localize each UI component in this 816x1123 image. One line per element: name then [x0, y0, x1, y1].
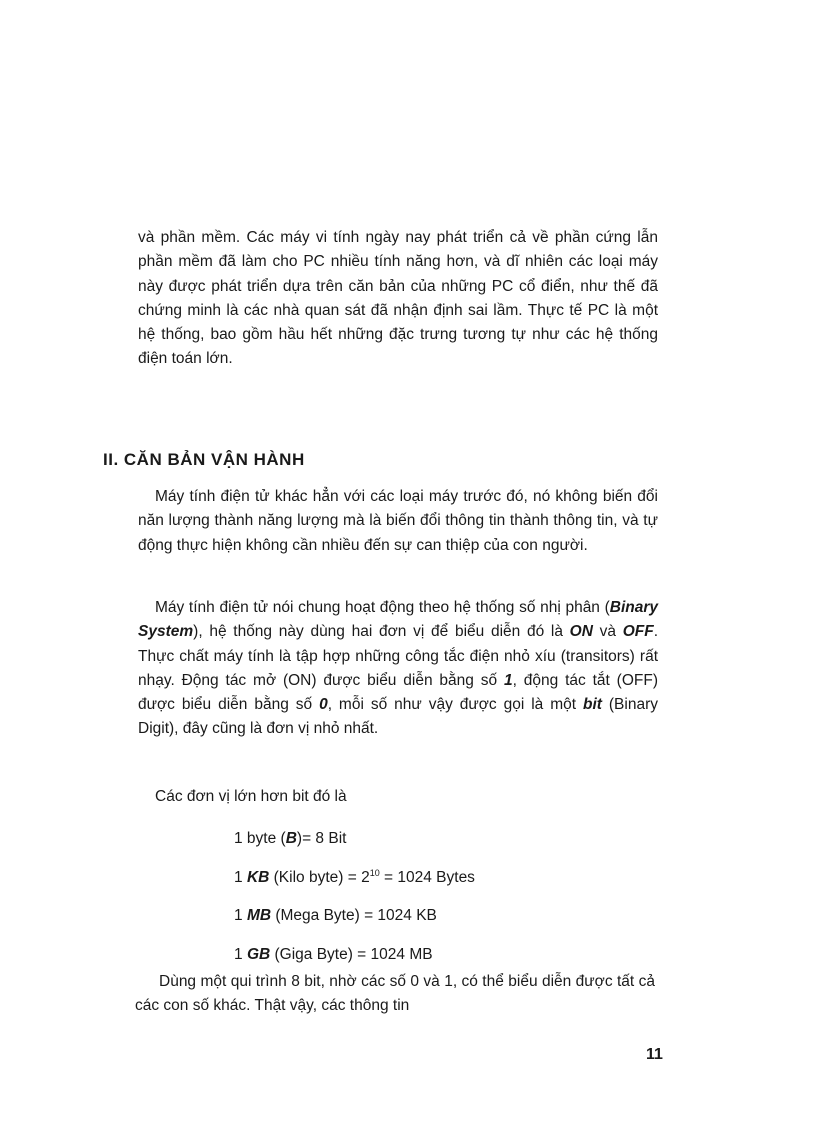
unit-prefix: 1: [234, 945, 247, 963]
intro-paragraph: và phần mềm. Các máy vi tính ngày nay phát triển cả về phần cứng lẫn phần mềm đã làm cho PC nhiều tính năng hơn, và dĩ nhiên các loại máy này được phát triển dựa trên căn bản của những PC cổ điển, như thế đã chứng minh là các nhà quan sát đã nhận định sai lầm. Thực tế PC là một hệ thống, bao gồm hầu hết những đặc trưng tương tự như các hệ thống điện toán lớn.: [138, 229, 658, 368]
term-zero: 0: [319, 696, 328, 714]
term-one: 1: [503, 671, 513, 689]
unit-symbol: KB: [246, 868, 270, 886]
paragraph-eight-bit: Dùng một qui trình 8 bit, nhờ các số 0 và 1, có thể biểu diễn được tất cả các con số khác. Thật vậy, các thông tin: [135, 973, 655, 1015]
text-run: , mỗi số như vậy được gọi là một: [327, 696, 584, 714]
unit-prefix: 1: [234, 868, 247, 886]
page-number: 11: [646, 1046, 663, 1063]
unit-exponent: 10: [369, 867, 380, 878]
unit-prefix: 1: [234, 907, 247, 924]
unit-list: [234, 820, 475, 974]
unit-symbol: MB: [246, 907, 272, 924]
unit-symbol: GB: [246, 945, 271, 963]
unit-definition: (Giga Byte) = 1024 MB: [270, 945, 433, 963]
text-run: (Binary Digit), đây cũng là đơn vị nhỏ nhất.: [138, 696, 658, 738]
term-on: ON: [569, 623, 593, 641]
unit-line-byte: [234, 820, 475, 859]
unit-line-kilobyte: [234, 859, 475, 898]
paragraph-binary-system: [138, 596, 658, 742]
text-run: , động tác tắt (OFF) được biểu diễn bằng số: [138, 671, 658, 714]
paragraph-computer-definition: Máy tính điện tử khác hẳn với các loại máy trước đó, nó không biến đổi năn lượng thành năng lượng mà là biến đổi thông tin thành thông tin, và tự động thực hiện không cần nhiều đến sự can thiệp của con người.: [138, 488, 658, 554]
unit-prefix: 1 byte (: [234, 830, 286, 847]
text-run: ), hệ thống này dùng hai đơn vị để biểu diễn đó là: [193, 623, 570, 641]
term-binary-system: Binary System: [138, 599, 658, 641]
text-run: . Thực chất máy tính là tập hợp những công tắc điện nhỏ xíu (transitors) rất nhạy. Động tác mở (ON) được biểu diễn bằng số: [138, 623, 659, 689]
unit-definition: (Kilo byte) = 2: [269, 868, 370, 886]
term-off: OFF: [622, 623, 654, 641]
text-run: và: [592, 623, 623, 641]
unit-definition: )= 8 Bit: [296, 830, 347, 847]
unit-definition: (Mega Byte) = 1024 KB: [271, 907, 437, 924]
unit-line-gigabyte: [234, 936, 475, 975]
unit-line-megabyte: [234, 897, 475, 936]
unit-value: = 1024 Bytes: [379, 868, 475, 886]
term-bit: bit: [583, 696, 602, 714]
section-heading: II. CĂN BẢN VẬN HÀNH: [103, 450, 305, 469]
paragraph-units-intro: Các đơn vị lớn hơn bit đó là: [155, 788, 347, 805]
text-run: Máy tính điện tử nói chung hoạt động theo hệ thống số nhị phân (: [155, 599, 610, 616]
unit-symbol: B: [285, 830, 297, 847]
